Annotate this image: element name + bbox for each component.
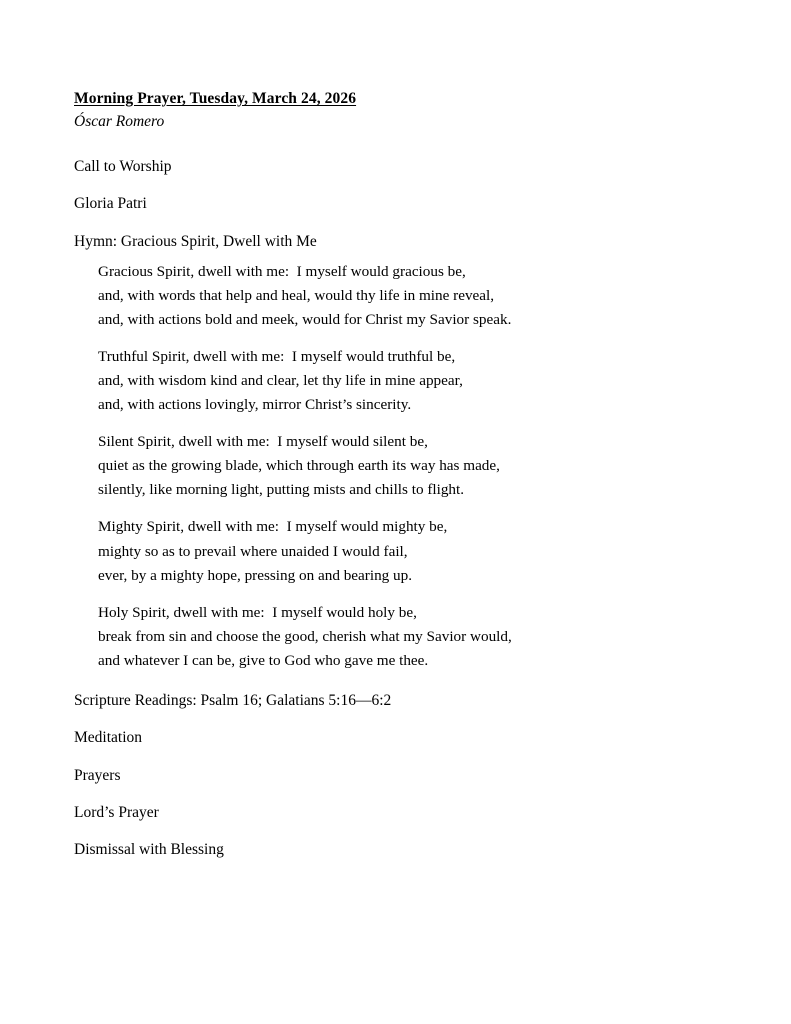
hymn-stanza <box>98 345 717 417</box>
hymn-line: Holy Spirit, dwell with me: I myself would holy be, <box>98 603 417 621</box>
hymn-line: and whatever I can be, give to God who gave me thee. <box>98 651 429 669</box>
order-item-lords-prayer: Lord’s Prayer <box>74 803 159 821</box>
hymn-line: Mighty Spirit, dwell with me: I myself would mighty be, <box>98 518 448 536</box>
order-item-scripture-readings: Scripture Readings: Psalm 16; Galatians 5:16—6:2 <box>74 691 392 709</box>
order-item-prayers: Prayers <box>74 766 121 784</box>
hymn-line: ever, by a mighty hope, pressing on and bearing up. <box>98 566 413 584</box>
hymn-line: and, with actions lovingly, mirror Christ’s sincerity. <box>98 396 412 414</box>
page-subtitle: Óscar Romero <box>74 113 165 131</box>
order-item-call-to-worship: Call to Worship <box>74 157 172 175</box>
hymn-line: mighty so as to prevail where unaided I would fail, <box>98 542 408 560</box>
order-item-meditation: Meditation <box>74 729 143 747</box>
hymn-stanza <box>98 430 717 502</box>
hymn-line: and, with words that help and heal, would thy life in mine reveal, <box>98 287 495 305</box>
order-item-gloria-patri: Gloria Patri <box>74 195 147 213</box>
hymn-stanza <box>98 260 717 332</box>
order-item-dismissal-with-blessing: Dismissal with Blessing <box>74 841 224 859</box>
page-title: Morning Prayer, Tuesday, March 24, 2026 <box>74 90 357 107</box>
hymn-line: Silent Spirit, dwell with me: I myself would silent be, <box>98 433 428 451</box>
hymn-line: quiet as the growing blade, which through earth its way has made, <box>98 457 500 475</box>
hymn-line: and, with actions bold and meek, would for Christ my Savior speak. <box>98 311 512 329</box>
hymn-line: break from sin and choose the good, cherish what my Savior would, <box>98 627 512 645</box>
hymn-line: Gracious Spirit, dwell with me: I myself would gracious be, <box>98 263 466 281</box>
hymn-stanza <box>98 515 717 587</box>
hymn-stanza <box>98 601 717 673</box>
order-item-hymn-heading: Hymn: Gracious Spirit, Dwell with Me <box>74 232 317 250</box>
hymn-text <box>74 260 717 672</box>
hymn-line: silently, like morning light, putting mists and chills to flight. <box>98 481 465 499</box>
hymn-line: and, with wisdom kind and clear, let thy life in mine appear, <box>98 372 463 390</box>
hymn-line: Truthful Spirit, dwell with me: I myself would truthful be, <box>98 348 456 366</box>
